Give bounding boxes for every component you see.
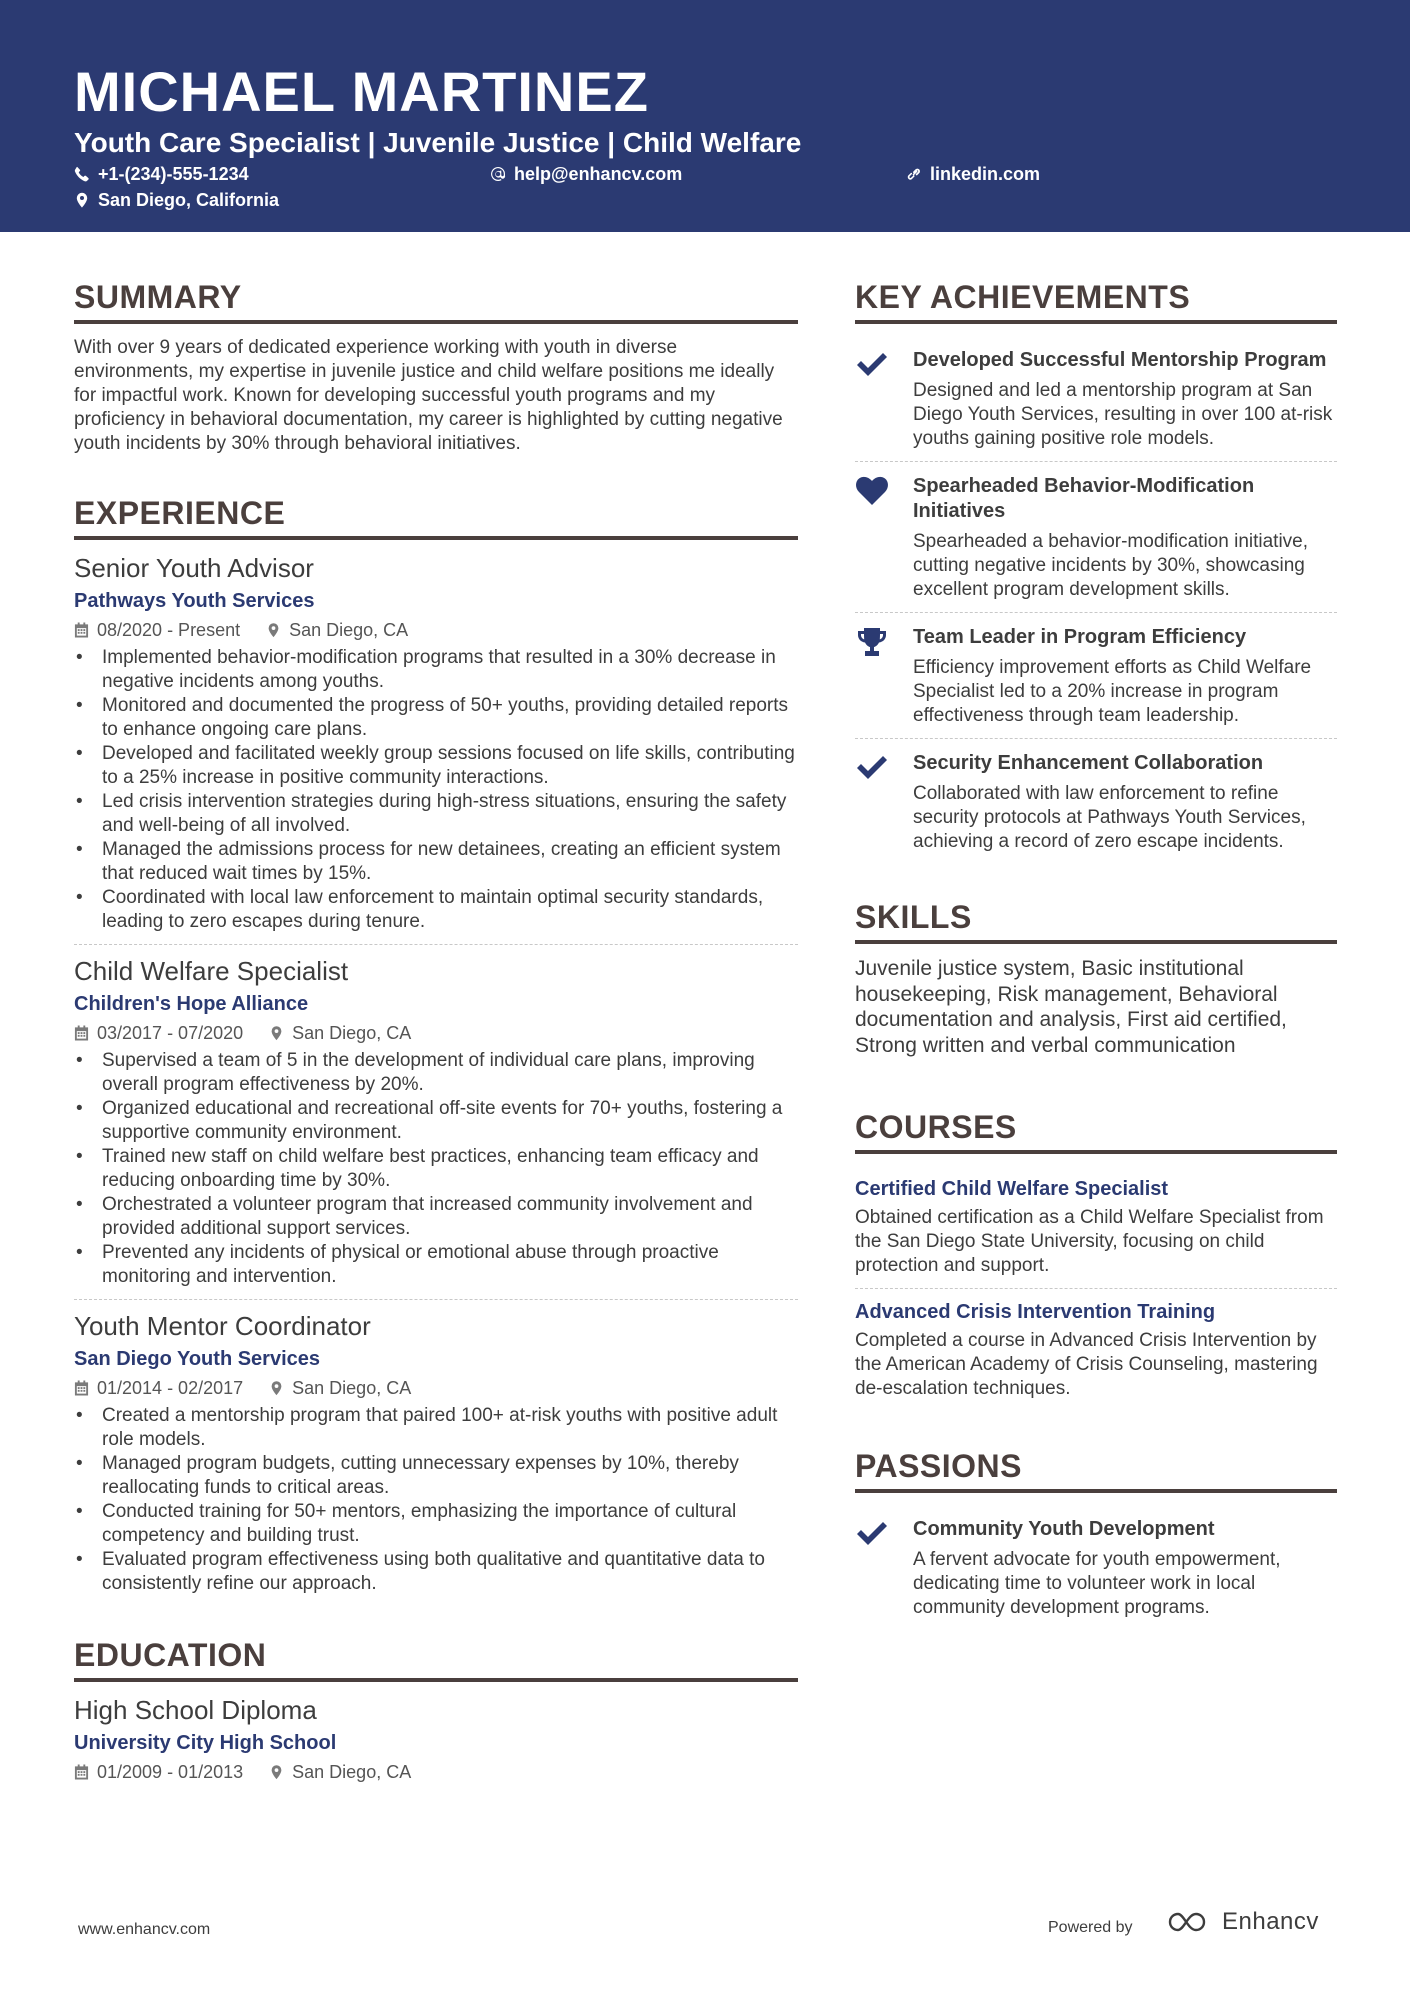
trophy-icon [855, 625, 889, 659]
achievement-title: Team Leader in Program Efficiency [913, 626, 1247, 648]
education-dates: 01/2009 - 01/2013 [97, 1762, 244, 1782]
job-bullets [74, 646, 798, 934]
passion-item [855, 1505, 1337, 1630]
course-item [855, 1166, 1337, 1288]
education-heading: EDUCATION [74, 1636, 798, 1682]
education-school: University City High School [74, 1732, 337, 1754]
achievement-item [855, 461, 1337, 612]
candidate-name: MICHAEL MARTINEZ [74, 60, 649, 123]
job-bullets [74, 1049, 798, 1289]
job-dates: 01/2014 - 02/2017 [97, 1378, 244, 1398]
education-degree: High School Diploma [74, 1695, 317, 1725]
bullet-item: • Trained new staff on child welfare best practices, enhancing team efficacy and reducing onboarding time by 30%. [74, 1145, 798, 1193]
at-icon [490, 166, 506, 182]
candidate-title: Youth Care Specialist | Juvenile Justice | Child Welfare [74, 127, 802, 158]
achievement-title: Developed Successful Mentorship Program [913, 349, 1327, 371]
footer-powered-by: Powered by [1048, 1919, 1133, 1936]
education-location: San Diego, CA [292, 1762, 412, 1782]
calendar-icon [74, 622, 89, 638]
linkedin-text: linkedin.com [930, 164, 1041, 184]
location-pin-icon [74, 192, 90, 208]
bullet-item: • Monitored and documented the progress of 50+ youths, providing detailed reports to enhance ongoing care plans. [74, 694, 798, 742]
calendar-icon [74, 1380, 89, 1396]
passion-title: Community Youth Development [913, 1518, 1215, 1540]
summary-section [74, 278, 798, 456]
bullet-item: • Led crisis intervention strategies during high-stress situations, ensuring the safety and well-being of all involved. [74, 790, 798, 838]
achievement-title: Spearheaded Behavior-Modification Initiatives [913, 475, 1255, 522]
job-company: San Diego Youth Services [74, 1348, 321, 1370]
job-role: Youth Mentor Coordinator [74, 1311, 371, 1341]
skills-text: Juvenile justice system, Basic institutional housekeeping, Risk management, Behavioral documentation and analysis, First aid certified, Strong written and verbal communication [855, 957, 1287, 1057]
bullet-item: • Coordinated with local law enforcement to maintain optimal security standards, leading to zero escapes during tenure. [74, 886, 798, 934]
bullet-item: • Orchestrated a volunteer program that increased community involvement and provided additional support services. [74, 1193, 798, 1241]
experience-heading: EXPERIENCE [74, 494, 798, 540]
bullet-item: • Created a mentorship program that paired 100+ at-risk youths with positive adult role models. [74, 1404, 798, 1452]
contact-phone[interactable] [74, 163, 249, 185]
location-text: San Diego, California [98, 190, 280, 210]
enhancv-logo [1166, 1908, 1319, 1936]
skills-section [855, 898, 1337, 1058]
job-dates: 08/2020 - Present [97, 620, 241, 640]
job-bullets [74, 1404, 798, 1596]
bullet-item: • Developed and facilitated weekly group sessions focused on life skills, contributing to a 25% increase in positive community interactions. [74, 742, 798, 790]
enhancv-brand-text: Enhancv [1222, 1908, 1319, 1935]
location-pin-icon [266, 622, 281, 638]
course-desc: Completed a course in Advanced Crisis Intervention by the American Academy of Crisis Counseling, mastering de-escalation techniques. [855, 1330, 1318, 1399]
check-icon [855, 348, 889, 382]
job-company: Pathways Youth Services [74, 590, 315, 612]
summary-heading: SUMMARY [74, 278, 798, 324]
education-meta [74, 1760, 798, 1784]
job-dates: 03/2017 - 07/2020 [97, 1023, 244, 1043]
bullet-item: • Supervised a team of 5 in the development of individual care plans, improving overall program effectiveness by 20%. [74, 1049, 798, 1097]
experience-section [74, 494, 798, 1606]
achievement-item [855, 336, 1337, 461]
education-section [74, 1636, 798, 1784]
job-meta [74, 1376, 798, 1400]
job-entry [74, 944, 798, 1299]
achievements-heading: KEY ACHIEVEMENTS [855, 278, 1337, 324]
contact-location [74, 189, 279, 211]
job-role: Child Welfare Specialist [74, 956, 349, 986]
job-location: San Diego, CA [289, 620, 409, 640]
summary-text: With over 9 years of dedicated experience working with youth in diverse environments, my expertise in juvenile justice and child welfare positions me ideally for impactful work. Known for developing successful youth programs and my proficiency in behavioral documentation, my career is highlighted by cutting negative youth incidents by 30% through behavioral initiatives. [74, 337, 783, 454]
check-icon [855, 751, 889, 785]
achievement-desc: Efficiency improvement efforts as Child Welfare Specialist led to a 20% increase in program effectiveness through team leadership. [913, 657, 1312, 726]
calendar-icon [74, 1764, 89, 1780]
phone-icon [74, 166, 90, 182]
job-location: San Diego, CA [292, 1378, 412, 1398]
contact-linkedin[interactable] [906, 163, 1040, 185]
email-text: help@enhancv.com [514, 164, 683, 184]
bullet-item: • Organized educational and recreational off-site events for 70+ youths, fostering a supportive community environment. [74, 1097, 798, 1145]
job-entry [74, 552, 798, 944]
achievement-title: Security Enhancement Collaboration [913, 752, 1264, 774]
job-company: Children's Hope Alliance [74, 993, 309, 1015]
achievement-desc: Collaborated with law enforcement to refine security protocols at Pathways Youth Services, achieving a record of zero escape incidents. [913, 783, 1306, 852]
achievement-desc: Designed and led a mentorship program at San Diego Youth Services, resulting in over 100 at-risk youths gaining positive role models. [913, 380, 1333, 449]
achievement-item [855, 612, 1337, 738]
heart-icon [855, 474, 889, 508]
course-desc: Obtained certification as a Child Welfare Specialist from the San Diego State University, focusing on child protection and support. [855, 1207, 1324, 1276]
location-pin-icon [269, 1380, 284, 1396]
calendar-icon [74, 1025, 89, 1041]
course-item [855, 1288, 1337, 1411]
courses-section [855, 1108, 1337, 1411]
achievement-desc: Spearheaded a behavior-modification initiative, cutting negative incidents by 30%, showcasing excellent program development skills. [913, 531, 1309, 600]
location-pin-icon [269, 1025, 284, 1041]
location-pin-icon [269, 1764, 284, 1780]
right-column [855, 278, 1337, 1630]
job-entry [74, 1299, 798, 1606]
resume-header [0, 0, 1410, 232]
courses-heading: COURSES [855, 1108, 1337, 1154]
achievement-item [855, 738, 1337, 864]
course-title: Advanced Crisis Intervention Training [855, 1301, 1216, 1323]
job-location: San Diego, CA [292, 1023, 412, 1043]
passion-desc: A fervent advocate for youth empowerment, dedicating time to volunteer work in local community development programs. [913, 1549, 1281, 1618]
footer-url[interactable]: www.enhancv.com [78, 1921, 211, 1938]
skills-heading: SKILLS [855, 898, 1337, 944]
course-title: Certified Child Welfare Specialist [855, 1178, 1169, 1200]
bullet-item: • Managed the admissions process for new detainees, creating an efficient system that reduced wait times by 15%. [74, 838, 798, 886]
phone-text: +1-(234)-555-1234 [98, 164, 249, 184]
passions-heading: PASSIONS [855, 1447, 1337, 1493]
bullet-item: • Evaluated program effectiveness using both qualitative and quantitative data to consistently refine our approach. [74, 1548, 798, 1596]
bullet-item: • Conducted training for 50+ mentors, emphasizing the importance of cultural competency and building trust. [74, 1500, 798, 1548]
contact-email[interactable] [490, 163, 682, 185]
achievements-section [855, 278, 1337, 864]
job-meta [74, 1021, 798, 1045]
enhancv-logo-icon [1166, 1908, 1214, 1936]
link-icon [906, 166, 922, 182]
check-icon [855, 1517, 889, 1551]
bullet-item: • Prevented any incidents of physical or emotional abuse through proactive monitoring and intervention. [74, 1241, 798, 1289]
job-role: Senior Youth Advisor [74, 553, 314, 583]
bullet-item: • Implemented behavior-modification programs that resulted in a 30% decrease in negative incidents among youths. [74, 646, 798, 694]
left-column [74, 278, 798, 1784]
passions-section [855, 1447, 1337, 1630]
job-meta [74, 618, 798, 642]
bullet-item: • Managed program budgets, cutting unnecessary expenses by 10%, thereby reallocating funds to critical areas. [74, 1452, 798, 1500]
